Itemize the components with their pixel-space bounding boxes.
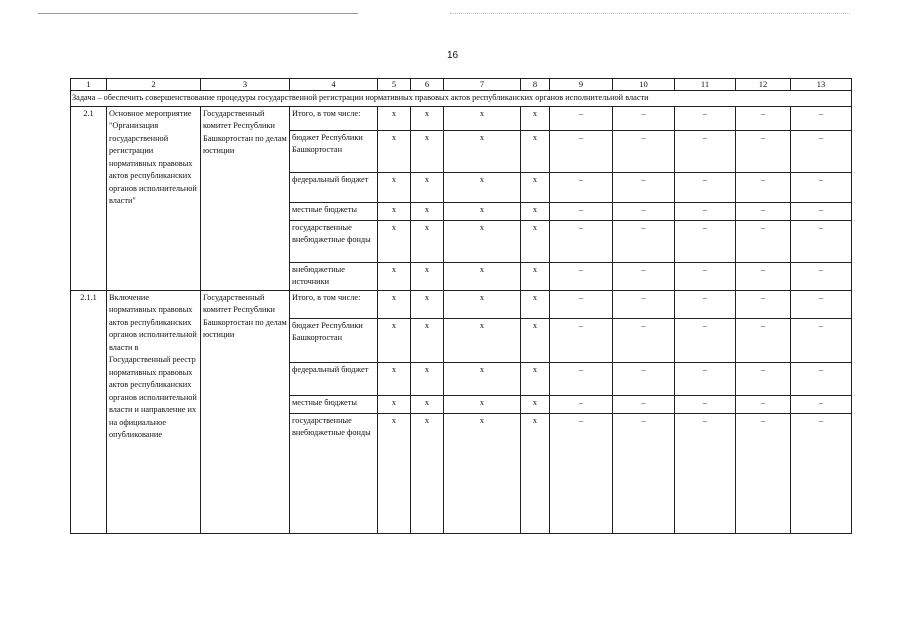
value-cell: – — [675, 413, 736, 533]
value-cell: х — [444, 395, 521, 413]
value-cell: х — [444, 220, 521, 262]
program-table — [70, 78, 852, 534]
value-cell: – — [791, 106, 852, 130]
value-cell: – — [675, 290, 736, 318]
funding-source: государственные внебюджетные фонды — [290, 413, 378, 533]
value-cell: х — [521, 318, 550, 362]
value-cell: х — [411, 172, 444, 202]
executor: Государственный комитет Республики Башкортостан по делам юстиции — [201, 106, 290, 290]
task-row — [71, 91, 852, 107]
value-cell: х — [444, 172, 521, 202]
funding-source: местные бюджеты — [290, 202, 378, 220]
page-number: 16 — [446, 50, 459, 61]
value-cell: х — [521, 202, 550, 220]
funding-source: Итого, в том числе: — [290, 106, 378, 130]
value-cell: – — [675, 318, 736, 362]
value-cell: х — [444, 262, 521, 290]
value-cell: х — [521, 106, 550, 130]
column-header: 9 — [550, 79, 613, 91]
value-cell: – — [550, 220, 613, 262]
value-cell: – — [791, 220, 852, 262]
column-header: 12 — [736, 79, 791, 91]
value-cell: х — [521, 262, 550, 290]
value-cell: – — [613, 106, 675, 130]
value-cell: – — [613, 395, 675, 413]
value-cell: – — [613, 130, 675, 172]
funding-source: местные бюджеты — [290, 395, 378, 413]
value-cell: – — [550, 130, 613, 172]
measure-number: 2.1 — [71, 106, 107, 290]
column-header: 4 — [290, 79, 378, 91]
value-cell: – — [675, 130, 736, 172]
value-cell: х — [378, 362, 411, 395]
value-cell: – — [736, 413, 791, 533]
funding-source: федеральный бюджет — [290, 172, 378, 202]
value-cell: х — [444, 413, 521, 533]
value-cell: – — [736, 172, 791, 202]
value-cell: х — [411, 106, 444, 130]
measure-number: 2.1.1 — [71, 290, 107, 533]
value-cell: – — [675, 220, 736, 262]
value-cell: – — [736, 395, 791, 413]
value-cell: – — [550, 172, 613, 202]
value-cell: х — [378, 106, 411, 130]
value-cell: х — [521, 290, 550, 318]
value-cell: – — [550, 413, 613, 533]
scan-artifact-line — [450, 13, 850, 14]
value-cell: х — [411, 262, 444, 290]
value-cell: х — [444, 362, 521, 395]
value-cell: – — [791, 130, 852, 172]
value-cell: – — [613, 202, 675, 220]
value-cell: – — [791, 413, 852, 533]
value-cell: – — [736, 318, 791, 362]
value-cell: х — [411, 130, 444, 172]
value-cell: х — [378, 318, 411, 362]
value-cell: х — [378, 220, 411, 262]
value-cell: х — [411, 413, 444, 533]
value-cell: – — [791, 395, 852, 413]
value-cell: – — [791, 318, 852, 362]
funding-source: федеральный бюджет — [290, 362, 378, 395]
value-cell: – — [550, 362, 613, 395]
value-cell: – — [736, 262, 791, 290]
value-cell: – — [613, 318, 675, 362]
value-cell: – — [550, 106, 613, 130]
value-cell: х — [378, 262, 411, 290]
value-cell: – — [791, 362, 852, 395]
value-cell: – — [675, 395, 736, 413]
measure-name: Включение нормативных правовых актов республиканских органов исполнительной власти в Государственный реестр нормативных правовых актов республиканских органов исполнительной власти и направление их на официальное опубликование — [107, 290, 201, 533]
value-cell: – — [550, 202, 613, 220]
value-cell: х — [411, 220, 444, 262]
value-cell: х — [521, 130, 550, 172]
value-cell: х — [411, 318, 444, 362]
funding-source: бюджет Республики Башкортостан — [290, 130, 378, 172]
column-header: 3 — [201, 79, 290, 91]
value-cell: – — [791, 172, 852, 202]
value-cell: – — [791, 202, 852, 220]
value-cell: – — [675, 362, 736, 395]
scan-artifact-line — [38, 13, 358, 14]
value-cell: х — [378, 202, 411, 220]
column-header: 5 — [378, 79, 411, 91]
value-cell: х — [378, 130, 411, 172]
value-cell: – — [675, 262, 736, 290]
funding-source: внебюджетные источники — [290, 262, 378, 290]
value-cell: х — [411, 395, 444, 413]
value-cell: – — [736, 130, 791, 172]
value-cell: х — [521, 413, 550, 533]
table-row — [71, 290, 852, 318]
value-cell: – — [613, 362, 675, 395]
value-cell: – — [613, 220, 675, 262]
value-cell: – — [736, 290, 791, 318]
value-cell: х — [378, 413, 411, 533]
value-cell: х — [378, 290, 411, 318]
value-cell: – — [550, 395, 613, 413]
column-header: 11 — [675, 79, 736, 91]
column-header: 6 — [411, 79, 444, 91]
executor: Государственный комитет Республики Башкортостан по делам юстиции — [201, 290, 290, 533]
value-cell: х — [444, 106, 521, 130]
table-row — [71, 106, 852, 130]
column-number-row — [71, 79, 852, 91]
value-cell: х — [444, 202, 521, 220]
value-cell: – — [613, 413, 675, 533]
funding-source: бюджет Республики Башкортостан — [290, 318, 378, 362]
value-cell: х — [411, 290, 444, 318]
value-cell: – — [550, 262, 613, 290]
value-cell: х — [444, 130, 521, 172]
column-header: 13 — [791, 79, 852, 91]
value-cell: – — [675, 106, 736, 130]
value-cell: – — [675, 202, 736, 220]
value-cell: х — [521, 362, 550, 395]
value-cell: – — [550, 318, 613, 362]
value-cell: – — [736, 220, 791, 262]
value-cell: – — [791, 290, 852, 318]
value-cell: – — [613, 172, 675, 202]
value-cell: х — [444, 318, 521, 362]
value-cell: х — [378, 172, 411, 202]
column-header: 1 — [71, 79, 107, 91]
value-cell: – — [613, 290, 675, 318]
column-header: 7 — [444, 79, 521, 91]
value-cell: – — [736, 202, 791, 220]
funding-source: государственные внебюджетные фонды — [290, 220, 378, 262]
value-cell: х — [378, 395, 411, 413]
value-cell: х — [521, 395, 550, 413]
column-header: 2 — [107, 79, 201, 91]
value-cell: х — [444, 290, 521, 318]
value-cell: – — [613, 262, 675, 290]
task-text: Задача – обеспечить совершенствование процедуры государственной регистрации нормативных правовых актов республиканских органов исполнительной власти — [71, 91, 852, 107]
column-header: 8 — [521, 79, 550, 91]
value-cell: х — [411, 202, 444, 220]
column-header: 10 — [613, 79, 675, 91]
value-cell: х — [521, 220, 550, 262]
value-cell: х — [521, 172, 550, 202]
value-cell: – — [791, 262, 852, 290]
funding-source: Итого, в том числе: — [290, 290, 378, 318]
value-cell: – — [675, 172, 736, 202]
value-cell: – — [550, 290, 613, 318]
value-cell: х — [411, 362, 444, 395]
value-cell: – — [736, 362, 791, 395]
measure-name: Основное мероприятие "Организация государственной регистрации нормативных правовых актов республиканских органов исполнительной власти" — [107, 106, 201, 290]
value-cell: – — [736, 106, 791, 130]
